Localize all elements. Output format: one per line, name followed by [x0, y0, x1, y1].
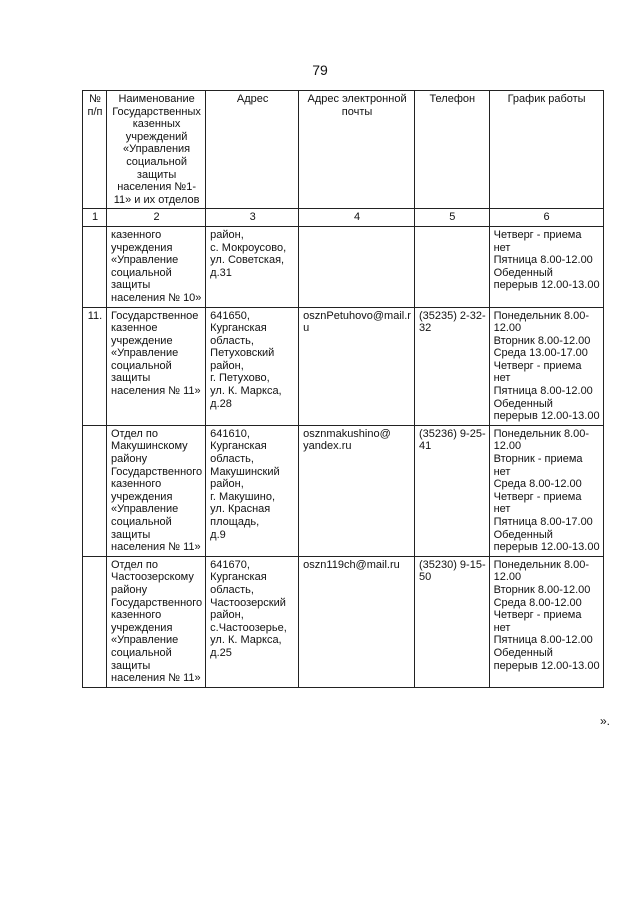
cell-line: Макушинскому — [111, 440, 188, 453]
cell-line: Государственного — [111, 465, 203, 478]
email-cell — [299, 556, 415, 687]
cell-line: yandex.ru — [303, 440, 352, 453]
cell-line: району — [111, 583, 148, 596]
cell-line: учреждения — [111, 621, 173, 634]
cell-line: нет — [493, 241, 511, 254]
cell-line: населения № 11» — [111, 541, 201, 554]
cell-line: нет — [493, 372, 511, 385]
cell-line: социальной — [111, 516, 172, 528]
cell-line: 641670, — [210, 558, 250, 571]
schedule-cell — [489, 556, 603, 687]
cell-line: Среда 8.00-12.00 — [493, 478, 582, 491]
cell-line: Макушинский — [210, 465, 280, 478]
cell-line: (35230) 9-15- — [418, 558, 486, 571]
table-row — [83, 425, 604, 556]
cell-line: Понедельник 8.00- — [493, 309, 590, 322]
cell-line: № — [89, 93, 101, 105]
cell-line: казенного — [111, 478, 162, 491]
cell-line: д.9 — [210, 528, 226, 541]
header-address — [206, 91, 299, 209]
cell-line: д.28 — [210, 397, 232, 410]
cell-line: 12.00 — [493, 571, 522, 584]
cell-line: Отдел по — [111, 427, 158, 440]
cell-line: защиты — [136, 168, 177, 181]
cell-line: ул. Красная — [210, 503, 271, 516]
cell-line: 641650, — [210, 309, 250, 322]
cell-line: Понедельник 8.00- — [493, 427, 590, 440]
cell-line: Телефон — [429, 93, 476, 105]
cell-line: Государственных — [112, 105, 201, 118]
cell-line: населения № 10» — [111, 291, 202, 304]
phone-cell — [414, 556, 489, 687]
phone-cell — [414, 425, 489, 556]
cell-line: 32 — [418, 322, 432, 335]
address-cell — [206, 425, 299, 556]
cell-line: нет — [493, 465, 511, 478]
cell-line: Пятница 8.00-12.00 — [493, 634, 593, 647]
cell-line: перерыв 12.00-13.00 — [493, 541, 600, 554]
cell-line: Государственного — [111, 596, 203, 609]
column-number: 6 — [489, 209, 603, 227]
cell-line: Вторник - приема — [493, 453, 583, 466]
cell-line: Курганская — [210, 571, 267, 584]
schedule-cell — [489, 425, 603, 556]
schedule-cell — [489, 307, 603, 425]
column-number: 2 — [107, 209, 206, 227]
cell-line: защиты — [111, 659, 151, 672]
cell-line: Вторник 8.00-12.00 — [493, 334, 591, 347]
name-cell — [107, 307, 206, 425]
institutions-table — [82, 90, 604, 688]
cell-line: защиты — [111, 528, 151, 541]
cell-line: социальной — [111, 359, 172, 372]
cell-line: г. Петухово, — [210, 372, 270, 385]
cell-line: Государственное — [111, 309, 199, 322]
cell-line: oszn119ch@mail.ru — [303, 558, 400, 571]
row-index-cell — [83, 556, 107, 687]
cell-line: район, — [210, 228, 244, 241]
page-number: 79 — [312, 62, 328, 78]
cell-line: перерыв 12.00-13.00 — [493, 279, 600, 292]
cell-line: Петуховский — [210, 347, 275, 360]
cell-line: «Управление — [111, 347, 179, 360]
table-row — [83, 226, 604, 307]
address-cell — [206, 226, 299, 307]
cell-line: социальной — [111, 646, 172, 659]
closing-quote: ». — [600, 714, 611, 728]
cell-line: «Управление — [111, 634, 179, 647]
name-cell — [107, 226, 206, 307]
cell-line: Адрес электронной — [307, 93, 407, 105]
email-cell — [299, 307, 415, 425]
cell-line: 11» и их отделов — [113, 193, 200, 206]
cell-line: Четверг - приема — [493, 490, 582, 503]
column-number: 3 — [206, 209, 299, 227]
cell-line: osznmakushino@ — [303, 427, 391, 440]
cell-line: район, — [210, 609, 244, 622]
cell-line: учреждения — [111, 241, 173, 254]
column-number: 1 — [83, 209, 107, 227]
cell-line: Частоозерский — [210, 596, 286, 609]
header-phone — [414, 91, 489, 209]
cell-line: osznPetuhovo@mail.r — [303, 309, 411, 322]
name-cell — [107, 556, 206, 687]
cell-line: Отдел по — [111, 558, 158, 571]
cell-line: Обеденный — [493, 528, 553, 541]
cell-line: Среда 13.00-17.00 — [493, 347, 588, 360]
column-numbers-row — [83, 209, 604, 227]
cell-line: д.31 — [210, 266, 232, 279]
cell-line: району — [111, 453, 148, 466]
row-index-cell — [83, 425, 107, 556]
column-number: 4 — [299, 209, 415, 227]
cell-line: 41 — [418, 440, 432, 453]
cell-line: населения № 11» — [111, 385, 201, 398]
cell-line: Понедельник 8.00- — [493, 558, 590, 571]
cell-line: Пятница 8.00-17.00 — [493, 516, 593, 528]
cell-line: Пятница 8.00-12.00 — [493, 385, 593, 398]
phone-cell — [414, 226, 489, 307]
cell-line: ул. К. Маркса, — [210, 385, 282, 398]
cell-line: (35236) 9-25- — [418, 427, 486, 440]
cell-line: область, — [210, 453, 254, 466]
cell-line: Адрес — [236, 93, 269, 105]
cell-line: п/п — [87, 105, 103, 118]
header-email — [299, 91, 415, 209]
cell-line: Среда 8.00-12.00 — [493, 596, 582, 609]
cell-line: область, — [210, 583, 254, 596]
header-schedule — [489, 91, 603, 209]
cell-line: Курганская — [210, 440, 267, 453]
cell-line: учреждение — [111, 334, 173, 347]
cell-line: учреждения — [111, 490, 173, 503]
cell-line: (35235) 2-32- — [418, 309, 486, 322]
cell-line: площадь, — [210, 516, 260, 528]
cell-line: ул. К. Маркса, — [210, 634, 282, 647]
header-row — [83, 91, 604, 209]
cell-line: Частоозерскому — [111, 571, 194, 584]
phone-cell — [414, 307, 489, 425]
row-index-cell: 11. — [83, 307, 107, 425]
cell-line: 50 — [418, 571, 432, 584]
cell-line: Курганская — [210, 322, 267, 335]
cell-line: казенных — [132, 118, 181, 131]
cell-line: д.25 — [210, 646, 232, 659]
cell-line: u — [303, 322, 310, 335]
cell-line: ул. Советская, — [210, 254, 285, 267]
cell-line: «Управления — [123, 143, 191, 156]
cell-line: учреждений — [125, 130, 188, 143]
cell-line: «Управление — [111, 503, 179, 516]
cell-line: казенного — [111, 609, 162, 622]
header-name — [107, 91, 206, 209]
cell-line: Обеденный — [493, 397, 553, 410]
cell-line: перерыв 12.00-13.00 — [493, 659, 600, 672]
cell-line: «Управление — [111, 254, 179, 267]
cell-line: 641610, — [210, 427, 250, 440]
header-number — [83, 91, 107, 209]
name-cell — [107, 425, 206, 556]
address-cell — [206, 556, 299, 687]
cell-line: Обеденный — [493, 266, 553, 279]
table-row — [83, 556, 604, 687]
cell-line: График работы — [507, 93, 586, 105]
email-cell — [299, 425, 415, 556]
address-cell — [206, 307, 299, 425]
cell-line: 12.00 — [493, 440, 522, 453]
cell-line: Четверг - приема — [493, 609, 582, 622]
cell-line: защиты — [111, 279, 151, 292]
schedule-cell — [489, 226, 603, 307]
cell-line: нет — [493, 503, 511, 516]
cell-line: казенного — [111, 228, 162, 241]
row-index-cell — [83, 226, 107, 307]
cell-line: г. Макушино, — [210, 490, 276, 503]
cell-line: населения № 11» — [111, 672, 201, 685]
cell-line: Четверг - приема — [493, 228, 582, 241]
cell-line: 12.00 — [493, 322, 522, 335]
cell-line: район, — [210, 359, 244, 372]
cell-line: Вторник 8.00-12.00 — [493, 583, 591, 596]
cell-line: почты — [341, 105, 373, 118]
cell-line: социальной — [126, 155, 187, 168]
cell-line: область, — [210, 334, 254, 347]
cell-line: социальной — [111, 266, 172, 279]
cell-line: перерыв 12.00-13.00 — [493, 410, 600, 423]
cell-line: Четверг - приема — [493, 359, 582, 372]
cell-line: казенное — [111, 322, 158, 335]
cell-line: Наименование — [118, 93, 195, 105]
cell-line: Обеденный — [493, 646, 553, 659]
column-number: 5 — [414, 209, 489, 227]
cell-line: с.Частоозерье, — [210, 621, 287, 634]
cell-line: район, — [210, 478, 244, 491]
email-cell — [299, 226, 415, 307]
cell-line: защиты — [111, 372, 151, 385]
table-row — [83, 307, 604, 425]
cell-line: нет — [493, 621, 511, 634]
cell-line: населения №1- — [117, 181, 196, 194]
cell-line: Пятница 8.00-12.00 — [493, 254, 593, 267]
cell-line: с. Мокроусово, — [210, 241, 287, 254]
table-body — [83, 226, 604, 687]
